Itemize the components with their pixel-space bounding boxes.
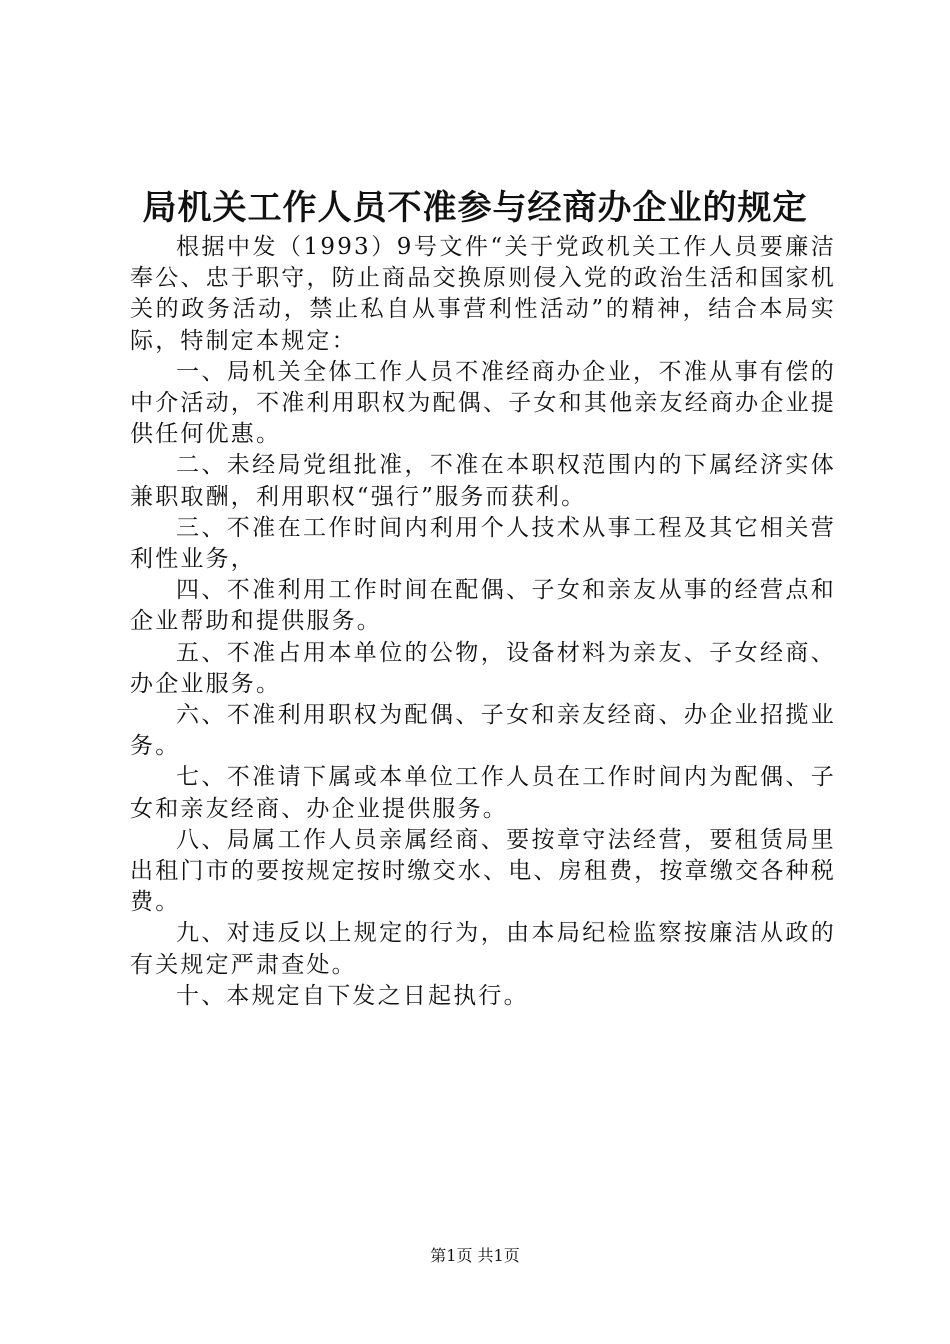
paragraph-intro: 根据中发（1993）9号文件“关于党政机关工作人员要廉洁奉公、忠于职守，防止商品交换原则侵入党的政治生活和国家机关的政务活动，禁止私自从事营利性活动”的精神，结合本局实际，特制定本规定： [130,234,836,354]
paragraph-item-5: 五、不准占用本单位的公物，设备材料为亲友、子女经商、办企业服务。 [130,639,836,697]
paragraph-item-1: 一、局机关全体工作人员不准经商办企业，不准从事有偿的中介活动，不准利用职权为配偶、子女和其他亲友经商办企业提供任何优惠。 [130,358,836,448]
document-body [130,232,836,1012]
paragraph-item-4: 四、不准利用工作时间在配偶、子女和亲友从事的经营点和企业帮助和提供服务。 [130,577,836,635]
paragraph-item-9: 九、对违反以上规定的行为，由本局纪检监察按廉洁从政的有关规定严肃查处。 [130,920,836,978]
paragraph-item-3: 三、不准在工作时间内利用个人技术从事工程及其它相关营利性业务， [130,514,836,573]
paragraph-item-6: 六、不准利用职权为配偶、子女和亲友经商、办企业招揽业务。 [130,702,836,760]
page-footer: 第1页 共1页 [430,1246,520,1265]
paragraph-item-2: 二、未经局党组批准，不准在本职权范围内的下属经济实体兼职取酬，利用职权“强行”服务而获利。 [130,452,836,510]
document-title: 局机关工作人员不准参与经商办企业的规定 [142,188,808,228]
paragraph-item-8: 八、局属工作人员亲属经商、要按章守法经营，要租赁局里出租门市的要按规定按时缴交水、电、房租费，按章缴交各种税费。 [130,826,836,916]
paragraph-item-10: 十、本规定自下发之日起执行。 [176,982,529,1009]
paragraph-item-7: 七、不准请下属或本单位工作人员在工作时间内为配偶、子女和亲友经商、办企业提供服务。 [130,764,836,822]
